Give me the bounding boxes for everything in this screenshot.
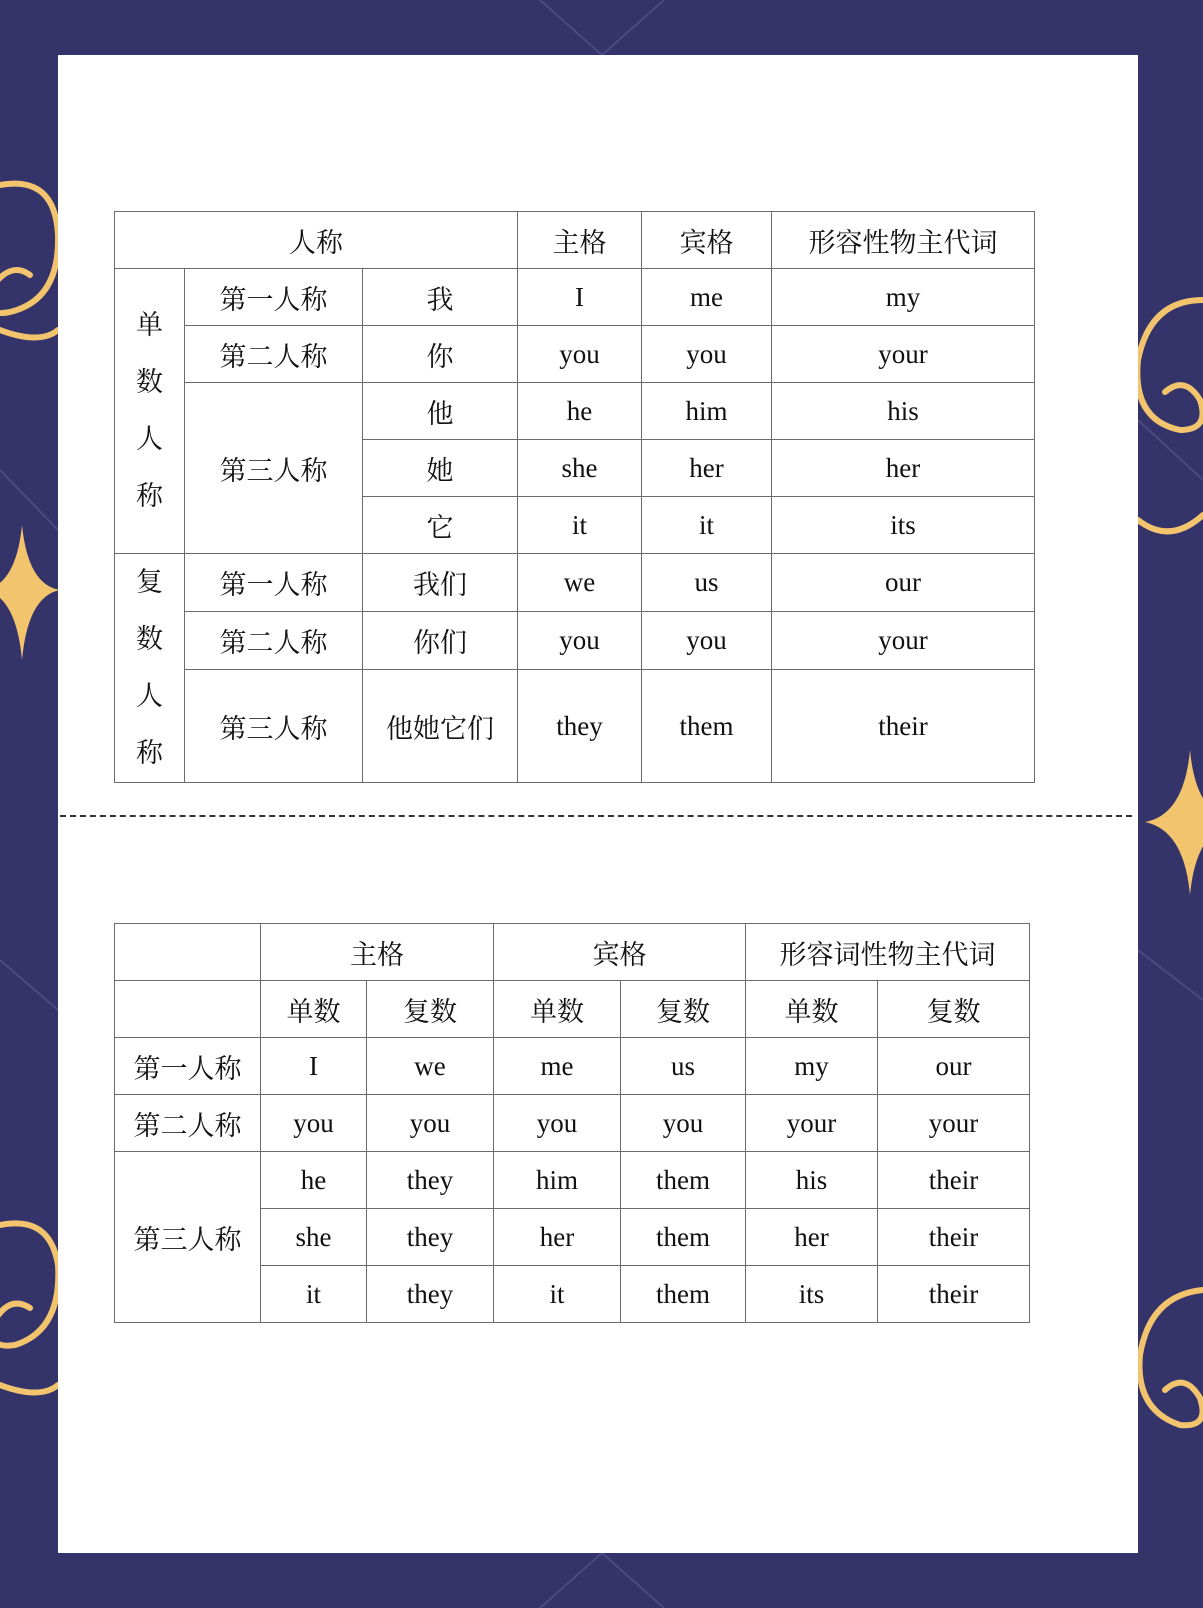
swirl-icon (1140, 1290, 1203, 1425)
pronoun-cell: him (494, 1152, 621, 1209)
object-cell: you (642, 326, 772, 383)
pronoun-cell: them (621, 1266, 746, 1323)
person-cell: 第二人称 (185, 326, 363, 383)
subheader-singular: 单数 (494, 981, 621, 1038)
pronoun-cell: his (746, 1152, 878, 1209)
person-cell: 第三人称 (185, 670, 363, 783)
pronoun-cell: your (746, 1095, 878, 1152)
header-object: 宾格 (642, 212, 772, 269)
pronoun-cell: we (367, 1038, 494, 1095)
pronoun-cell: she (261, 1209, 367, 1266)
header-object: 宾格 (494, 924, 746, 981)
pronoun-cell: them (621, 1209, 746, 1266)
table-row (115, 326, 1035, 383)
possessive-cell: his (772, 383, 1035, 440)
sparkle-icon (1145, 750, 1203, 895)
pronoun-cell: they (367, 1209, 494, 1266)
table-row (115, 269, 1035, 326)
possessive-cell: their (772, 670, 1035, 783)
pronoun-cell: I (261, 1038, 367, 1095)
subject-cell: you (518, 612, 642, 670)
pronoun-table-by-number (114, 211, 1035, 783)
person-cell: 第一人称 (185, 554, 363, 612)
subheader-plural: 复数 (878, 981, 1030, 1038)
table-row (115, 612, 1035, 670)
pronoun-cell: you (367, 1095, 494, 1152)
object-cell: it (642, 497, 772, 554)
dashed-divider (60, 815, 1132, 817)
subheader-plural: 复数 (367, 981, 494, 1038)
person-cell: 第二人称 (185, 612, 363, 670)
subject-cell: we (518, 554, 642, 612)
subject-cell: they (518, 670, 642, 783)
chinese-pronoun-cell: 你 (363, 326, 518, 383)
pronoun-cell: they (367, 1266, 494, 1323)
chinese-pronoun-cell: 他 (363, 383, 518, 440)
header-subject: 主格 (518, 212, 642, 269)
object-cell: you (642, 612, 772, 670)
pronoun-cell: you (621, 1095, 746, 1152)
subject-cell: it (518, 497, 642, 554)
pronoun-cell: you (261, 1095, 367, 1152)
table-row (115, 1152, 1030, 1209)
empty-corner-cell (115, 981, 261, 1038)
pronoun-cell: its (746, 1266, 878, 1323)
pronoun-cell: their (878, 1152, 1030, 1209)
swirl-icon (0, 1223, 58, 1345)
possessive-cell: its (772, 497, 1035, 554)
possessive-cell: my (772, 269, 1035, 326)
pronoun-cell: their (878, 1266, 1030, 1323)
possessive-cell: her (772, 440, 1035, 497)
subheader-plural: 复数 (621, 981, 746, 1038)
object-cell: us (642, 554, 772, 612)
singular-group-label: 单 数 人 称 (115, 269, 185, 554)
chinese-pronoun-cell: 他她它们 (363, 670, 518, 783)
person-cell: 第一人称 (115, 1038, 261, 1095)
subheader-singular: 单数 (261, 981, 367, 1038)
chinese-pronoun-cell: 你们 (363, 612, 518, 670)
object-cell: them (642, 670, 772, 783)
person-cell: 第二人称 (115, 1095, 261, 1152)
table-header-row (115, 212, 1035, 269)
object-cell: him (642, 383, 772, 440)
person-cell: 第三人称 (115, 1152, 261, 1323)
pronoun-cell: my (746, 1038, 878, 1095)
pronoun-cell: he (261, 1152, 367, 1209)
pronoun-cell: our (878, 1038, 1030, 1095)
table-row (115, 1038, 1030, 1095)
table-row (115, 670, 1035, 783)
pronoun-cell: their (878, 1209, 1030, 1266)
subject-cell: you (518, 326, 642, 383)
chinese-pronoun-cell: 它 (363, 497, 518, 554)
table-row (115, 383, 1035, 440)
pronoun-cell: us (621, 1038, 746, 1095)
pronoun-cell: they (367, 1152, 494, 1209)
sparkle-icon (0, 525, 60, 660)
header-possessive: 形容词性物主代词 (746, 924, 1030, 981)
pronoun-cell: it (261, 1266, 367, 1323)
pronoun-cell: your (878, 1095, 1030, 1152)
pronoun-cell: it (494, 1266, 621, 1323)
possessive-cell: your (772, 612, 1035, 670)
chinese-pronoun-cell: 我 (363, 269, 518, 326)
pronoun-cell: her (746, 1209, 878, 1266)
empty-corner-cell (115, 924, 261, 981)
chinese-pronoun-cell: 我们 (363, 554, 518, 612)
header-person: 人称 (115, 212, 518, 269)
pronoun-cell: you (494, 1095, 621, 1152)
possessive-cell: our (772, 554, 1035, 612)
object-cell: her (642, 440, 772, 497)
table-row (115, 554, 1035, 612)
pronoun-table-by-case (114, 923, 1030, 1323)
pronoun-cell: her (494, 1209, 621, 1266)
person-cell: 第三人称 (185, 383, 363, 554)
person-cell: 第一人称 (185, 269, 363, 326)
table-header-row (115, 924, 1030, 981)
chinese-pronoun-cell: 她 (363, 440, 518, 497)
table-subheader-row (115, 981, 1030, 1038)
possessive-cell: your (772, 326, 1035, 383)
subject-cell: I (518, 269, 642, 326)
object-cell: me (642, 269, 772, 326)
table-row (115, 1095, 1030, 1152)
subject-cell: she (518, 440, 642, 497)
swirl-icon (0, 184, 58, 313)
swirl-icon (1137, 300, 1203, 430)
plural-group-label: 复 数 人 称 (115, 554, 185, 783)
pronoun-cell: me (494, 1038, 621, 1095)
header-subject: 主格 (261, 924, 494, 981)
pronoun-cell: them (621, 1152, 746, 1209)
subject-cell: he (518, 383, 642, 440)
header-possessive: 形容性物主代词 (772, 212, 1035, 269)
subheader-singular: 单数 (746, 981, 878, 1038)
